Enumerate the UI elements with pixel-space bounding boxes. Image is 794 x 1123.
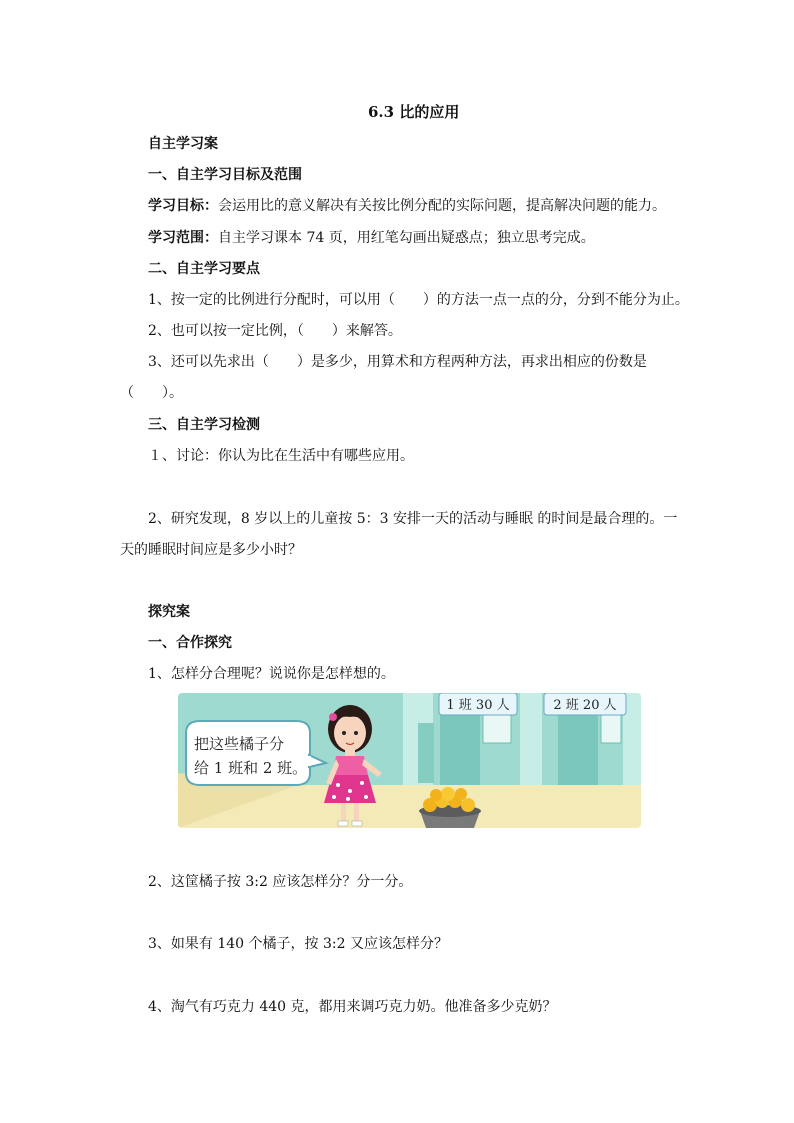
part-heading-cooperate: 一、合作探究 — [148, 635, 232, 651]
part-heading-check: 三、自主学习检测 — [148, 417, 260, 433]
section-heading-self-study: 自主学习案 — [148, 136, 218, 152]
explore-question-4: 4、淘气有巧克力 440 克，都用来调巧克力奶。他准备多少克奶？ — [148, 999, 557, 1015]
classroom-illustration — [178, 693, 641, 828]
scope-line — [148, 229, 595, 247]
explore-question-3: 3、如果有 140 个橘子，按 3:2 又应该怎样分？ — [148, 936, 448, 952]
speech-line-1: 把这些橘子分 — [194, 735, 285, 753]
key-point-1: 1、按一定的比例进行分配时，可以用（ ）的方法一点一点的分，分到不能分为止。 — [148, 292, 689, 308]
key-point-2: 2、也可以按一定比例，（ ）来解答。 — [148, 323, 402, 339]
check-question-1: １、讨论：你认为比在生活中有哪些应用。 — [148, 448, 414, 464]
key-point-3b: （ ）。 — [120, 385, 183, 401]
check-question-2b: 天的睡眠时间应是多少小时？ — [120, 542, 302, 558]
scope-text: 自主学习课本 74 页，用红笔勾画出疑惑点；独立思考完成。 — [218, 230, 595, 246]
part-heading-key-points: 二、自主学习要点 — [148, 261, 260, 277]
goal-text: 会运用比的意义解决有关按比例分配的实际问题，提高解决问题的能力。 — [218, 198, 666, 214]
explore-question-1: 1、怎样分合理呢？说说你是怎样想的。 — [148, 666, 395, 682]
sign-class-2: 2 班 20 人 — [553, 698, 617, 713]
check-question-2a: 2、研究发现，8 岁以上的儿童按 5：3 安排一天的活动与睡眠 的时间是最合理的。一 — [148, 511, 678, 527]
explore-question-2: 2、这筐橘子按 3:2 应该怎样分？分一分。 — [148, 874, 413, 890]
scope-label: 学习范围： — [148, 230, 218, 246]
speech-line-2: 给 1 班和 2 班。 — [194, 759, 308, 777]
goal-label: 学习目标： — [148, 198, 218, 214]
section-heading-explore: 探究案 — [148, 604, 190, 620]
sign-class-1: 1 班 30 人 — [446, 698, 510, 713]
page-title: 6.3 比的应用 — [368, 103, 460, 121]
goal-line — [148, 197, 666, 215]
part-heading-goals: 一、自主学习目标及范围 — [148, 167, 302, 183]
key-point-3a: 3、还可以先求出（ ）是多少，用算术和方程两种方法，再求出相应的份数是 — [148, 354, 647, 370]
